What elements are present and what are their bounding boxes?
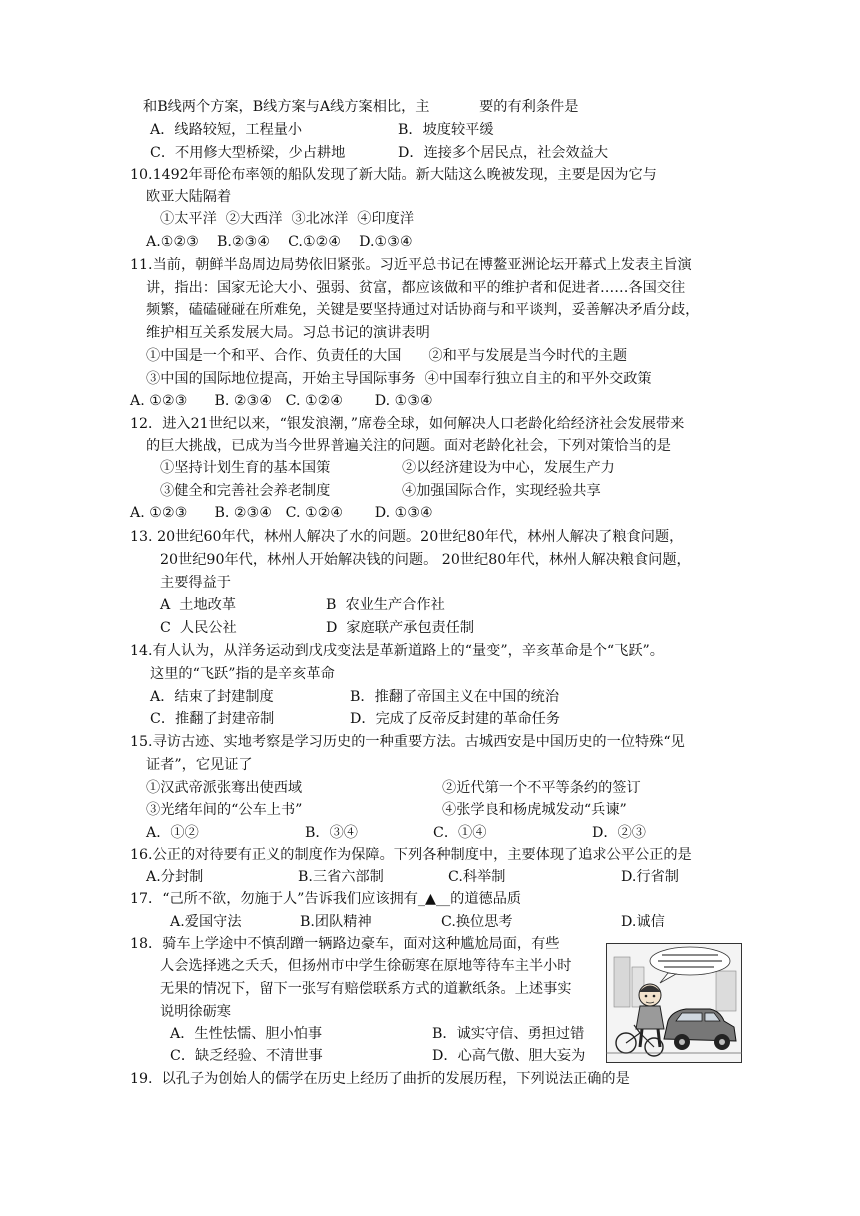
text-line: C．缺乏经验、不清世事 bbox=[170, 1048, 323, 1064]
text-line: 说明徐砺寒 bbox=[160, 1004, 231, 1020]
text-line: C．①④ bbox=[433, 825, 487, 841]
text-line: A．①② bbox=[146, 825, 199, 841]
text-line: 16.公正的对待要有正义的制度作为保障。下列各种制度中，主要体现了追求公平公正的是 bbox=[130, 847, 692, 863]
text-line: 讲，指出：国家无论大小、强弱、贫富，都应该做和平的维护者和促进者……各国交往 bbox=[146, 280, 686, 296]
text-line: A.①②③ B.②③④ C.①②④ D.①③④ bbox=[146, 234, 413, 250]
text-line: C．推翻了封建帝制 bbox=[150, 711, 275, 727]
text-line: ④张学良和杨虎城发动“兵谏” bbox=[442, 802, 627, 818]
cartoon-image bbox=[606, 943, 742, 1063]
text-line: ③健全和完善社会养老制度 bbox=[160, 483, 331, 499]
text-line: ④加强国际合作，实现经验共享 bbox=[402, 483, 601, 499]
text-line: B．推翻了帝国主义在中国的统治 bbox=[350, 689, 560, 705]
text-line: ②以经济建设为中心，发展生产力 bbox=[402, 460, 615, 476]
text-line: ③光绪年间的“公车上书” bbox=[146, 802, 303, 818]
text-line: 15.寻访古迹、实地考察是学习历史的一种重要方法。古城西安是中国历史的一位特殊“见 bbox=[130, 734, 685, 750]
text-line: ①太平洋 ②大西洋 ③北冰洋 ④印度洋 bbox=[160, 211, 415, 227]
text-line: 人会选择逃之夭夭，但扬州市中学生徐砺寒在原地等待车主半小时 bbox=[160, 958, 572, 974]
text-line: A 土地改革 bbox=[160, 597, 237, 613]
text-line: 13. 20世纪60年代，林州人解决了水的问题。20世纪80年代，林州人解决了粮食问题， bbox=[130, 529, 684, 545]
text-line: A.分封制 bbox=[146, 869, 204, 885]
text-line: 维护相互关系发展大局。习总书记的演讲表明 bbox=[146, 325, 430, 341]
text-line: D．完成了反帝反封建的革命任务 bbox=[350, 711, 561, 727]
text-line: ②近代第一个不平等条约的签订 bbox=[442, 780, 641, 796]
text-line: A．线路较短，工程量小 bbox=[150, 122, 303, 138]
text-line: A．结束了封建制度 bbox=[150, 689, 274, 705]
text-line: 18．骑车上学途中不慎刮蹭一辆路边豪车，面对这种尴尬局面，有些 bbox=[130, 936, 560, 952]
text-line: D．②③ bbox=[592, 825, 646, 841]
text-line: A．生性怯懦、胆小怕事 bbox=[170, 1026, 323, 1042]
text-line: C．不用修大型桥梁，少占耕地 bbox=[150, 145, 346, 161]
text-line: B．坡度较平缓 bbox=[398, 122, 494, 138]
text-line: 和B线两个方案，B线方案与A线方案相比，主 要的有利条件是 bbox=[143, 99, 579, 115]
text-line: C.科举制 bbox=[448, 869, 506, 885]
text-line: D.诚信 bbox=[621, 914, 665, 930]
text-line: ①坚持计划生育的基本国策 bbox=[160, 460, 331, 476]
text-line: B.团队精神 bbox=[300, 914, 372, 930]
text-line: 欧亚大陆隔着 bbox=[146, 189, 232, 205]
text-line: 证者”，它见证了 bbox=[146, 757, 253, 773]
text-line: 11.当前，朝鲜半岛周边局势依旧紧张。习近平总书记在博鳌亚洲论坛开幕式上发表主旨演 bbox=[130, 257, 692, 273]
text-line: 14.有人认为，从洋务运动到戊戌变法是革新道路上的“量变”，辛亥革命是个“飞跃”。 bbox=[130, 643, 664, 659]
text-line: 频繁，磕磕碰碰在所难免，关键是要坚持通过对话协商与和平谈判，妥善解决矛盾分歧， bbox=[146, 302, 700, 318]
text-line: 无果的情况下，留下一张写有赔偿联系方式的道歉纸条。上述事实 bbox=[160, 981, 572, 997]
text-line: D．心高气傲、胆大妄为 bbox=[432, 1048, 586, 1064]
text-line: B.三省六部制 bbox=[298, 869, 384, 885]
text-line: 17．“己所不欲，勿施于人”告诉我们应该拥有_▲__的道德品质 bbox=[130, 891, 522, 907]
text-line: A. ①②③ B. ②③④ C. ①②④ D. ①③④ bbox=[130, 393, 433, 409]
text-line: 10.1492年哥伦布率领的船队发现了新大陆。新大陆这么晚被发现，主要是因为它与 bbox=[130, 167, 657, 183]
text-line: D．连接多个居民点，社会效益大 bbox=[398, 145, 609, 161]
text-line: 的巨大挑战，已成为当今世界普遍关注的问题。面对老龄化社会，下列对策恰当的是 bbox=[146, 438, 671, 454]
text-line: B 农业生产合作社 bbox=[326, 597, 445, 613]
text-line: ①汉武帝派张骞出使西域 bbox=[146, 780, 303, 796]
text-line: 主要得益于 bbox=[160, 575, 231, 591]
text-line: B．③④ bbox=[305, 825, 358, 841]
text-line: D.行省制 bbox=[621, 869, 679, 885]
text-line: C.换位思考 bbox=[441, 914, 513, 930]
text-line: ③中国的国际地位提高，开始主导国际事务 ④中国奉行独立自主的和平外交政策 bbox=[146, 371, 652, 387]
text-line: ①中国是一个和平、合作、负责任的大国 ②和平与发展是当今时代的主题 bbox=[146, 348, 628, 364]
text-line: A. ①②③ B. ②③④ C. ①②④ D. ①③④ bbox=[130, 505, 433, 521]
text-line: B．诚实守信、勇担过错 bbox=[432, 1026, 585, 1042]
text-line: A.爱国守法 bbox=[170, 914, 242, 930]
text-line: C 人民公社 bbox=[160, 620, 237, 636]
text-line: 20世纪90年代，林州人开始解决钱的问题。 20世纪80年代，林州人解决粮食问题， bbox=[160, 552, 691, 568]
text-line: 12．进入21世纪以来，“银发浪潮，”席卷全球，如何解决人口老龄化给经济社会发展带来 bbox=[130, 416, 685, 432]
text-line: 19. 以孔子为创始人的儒学在历史上经历了曲折的发展历程，下列说法正确的是 bbox=[130, 1071, 630, 1087]
text-line: D 家庭联产承包责任制 bbox=[326, 620, 475, 636]
text-line: 这里的“飞跃”指的是辛亥革命 bbox=[150, 666, 335, 682]
